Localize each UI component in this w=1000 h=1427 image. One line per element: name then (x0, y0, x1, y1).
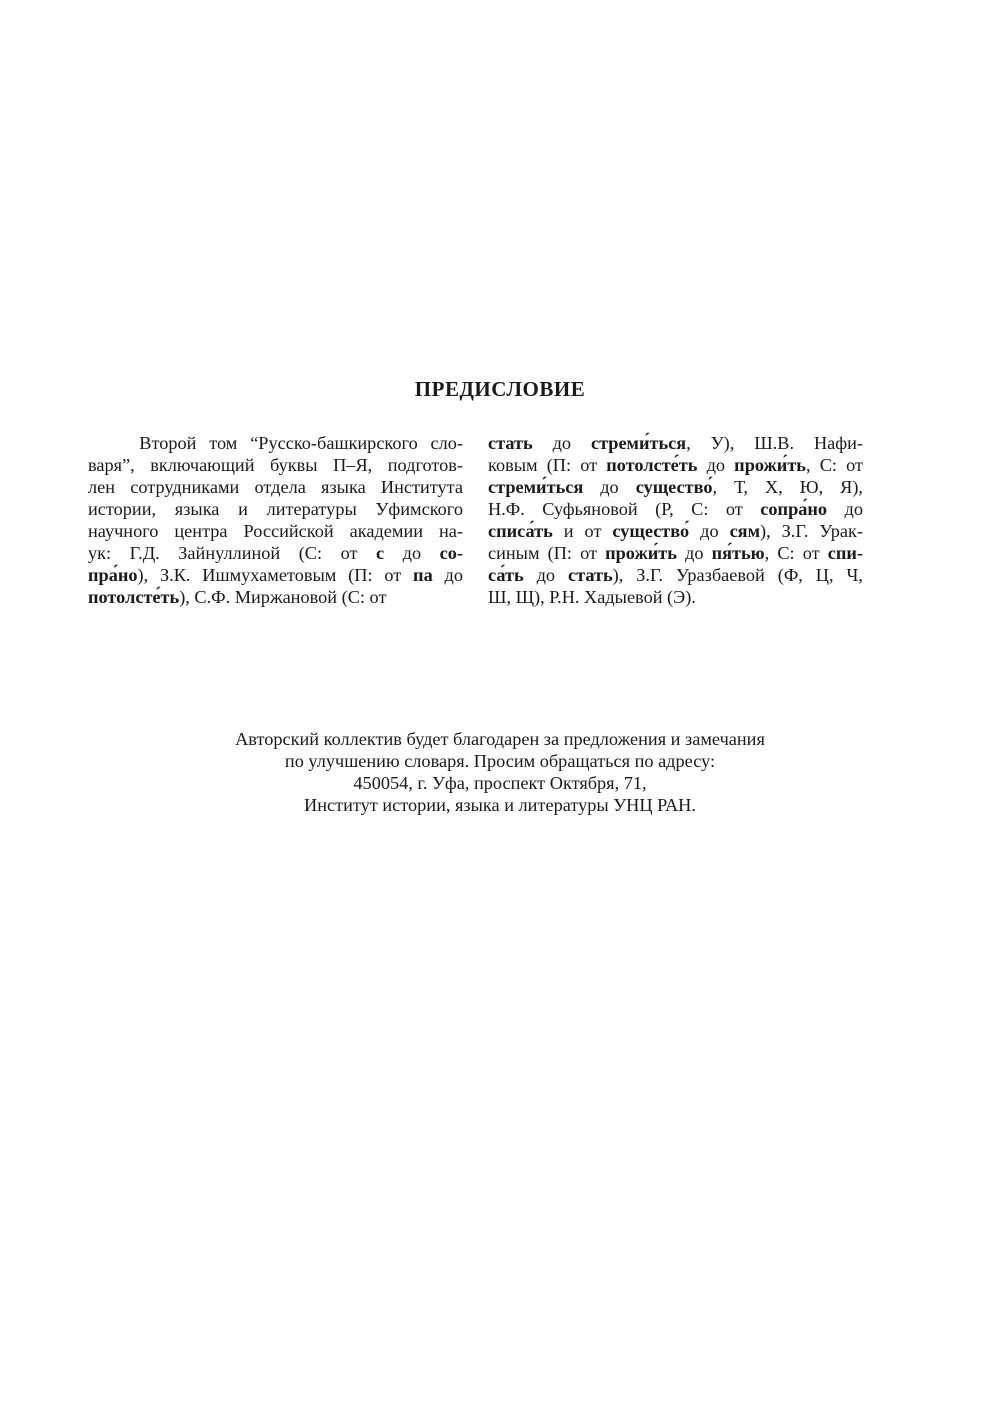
text-run: , Т, Х, Ю, Я), (712, 477, 863, 497)
text-run: , С: от (805, 455, 863, 475)
text-line (88, 454, 463, 476)
text-line (88, 542, 463, 564)
text-run: ), З.Г. Уразбаевой (Ф, Ц, Ч, (612, 565, 863, 585)
text-line (88, 432, 463, 454)
headword-term: пра́но (88, 565, 138, 585)
headword-term: са́ть (488, 565, 524, 585)
text-run: научного центра Российской академии на- (88, 521, 463, 541)
text-run: до (827, 499, 863, 519)
text-run: истории, языка и литературы Уфимского (88, 499, 463, 519)
headword-term: потолсте́ть (88, 587, 180, 607)
text-line (88, 520, 463, 542)
text-run: ковым (П: от (488, 455, 607, 475)
text-run: варя”, включающий буквы П–Я, подготов- (88, 455, 463, 475)
address-line: 450054, г. Уфа, проспект Октября, 71, (353, 773, 647, 793)
text-line (488, 432, 863, 454)
text-run: , С: от (764, 543, 828, 563)
text-run: ), З.К. Ишмухаметовым (П: от (137, 565, 414, 585)
text-run: ), С.Ф. Миржановой (С: от (179, 587, 387, 607)
text-run: до (384, 543, 440, 563)
headword-term: па (413, 565, 433, 585)
headword-term: с (376, 543, 385, 563)
text-line (488, 454, 863, 476)
institution-line: Институт истории, языка и литературы УНЦ РАН. (304, 795, 696, 815)
text-line (488, 498, 863, 520)
text-line (88, 564, 463, 586)
text-run: лен сотрудниками отдела языка Института (88, 477, 463, 497)
headword-term: сопра́но (760, 499, 828, 519)
page-title: ПРЕДИСЛОВИЕ (414, 377, 586, 401)
headword-term: прожи́ть (734, 455, 806, 475)
headword-term: со- (439, 543, 463, 563)
text-run: до (583, 477, 636, 497)
text-line (488, 476, 863, 498)
text-run: Ш, Щ), Р.Н. Хадыевой (Э). (488, 587, 696, 607)
headword-term: пя́тью (711, 543, 765, 563)
headword-term: спи- (827, 543, 863, 563)
notice-line: Авторский коллектив будет благодарен за предложения и замечания (235, 729, 765, 749)
text-run: , У), Ш.В. Нафи- (686, 433, 863, 453)
headword-term: стреми́ться (488, 477, 584, 497)
text-run: до (432, 565, 463, 585)
text-run: Н.Ф. Суфьяновой (Р, С: от (488, 499, 761, 519)
text-line (88, 586, 463, 608)
headword-term: списа́ть (488, 521, 553, 541)
text-run: ), З.Г. Урак- (760, 521, 863, 541)
text-run: до (689, 521, 730, 541)
text-run: Второй том “Русско-башкирского сло- (88, 433, 463, 453)
headword-term: потолсте́ть (606, 455, 698, 475)
headword-term: существо́ (635, 477, 713, 497)
text-line (488, 586, 863, 608)
preface-left-column (88, 432, 463, 608)
headword-term: существо́ (612, 521, 690, 541)
preface-right-column (488, 432, 863, 608)
text-line (88, 498, 463, 520)
text-run: до (676, 543, 712, 563)
headword-term: стреми́ться (590, 433, 687, 453)
headword-term: сям (729, 521, 761, 541)
text-line (88, 476, 463, 498)
text-line (488, 542, 863, 564)
text-run: и от (552, 521, 613, 541)
text-line (488, 564, 863, 586)
text-run: до (532, 433, 591, 453)
headword-term: стать (568, 565, 613, 585)
text-line (488, 520, 863, 542)
headword-term: прожи́ть (605, 543, 677, 563)
text-run: до (697, 455, 735, 475)
text-run: синым (П: от (488, 543, 606, 563)
contact-notice (0, 728, 1000, 816)
headword-term: стать (488, 433, 533, 453)
notice-line: по улучшению словаря. Просим обращаться по адресу: (284, 751, 716, 771)
text-run: до (523, 565, 569, 585)
text-run: ук: Г.Д. Зайнуллиной (С: от (88, 543, 377, 563)
